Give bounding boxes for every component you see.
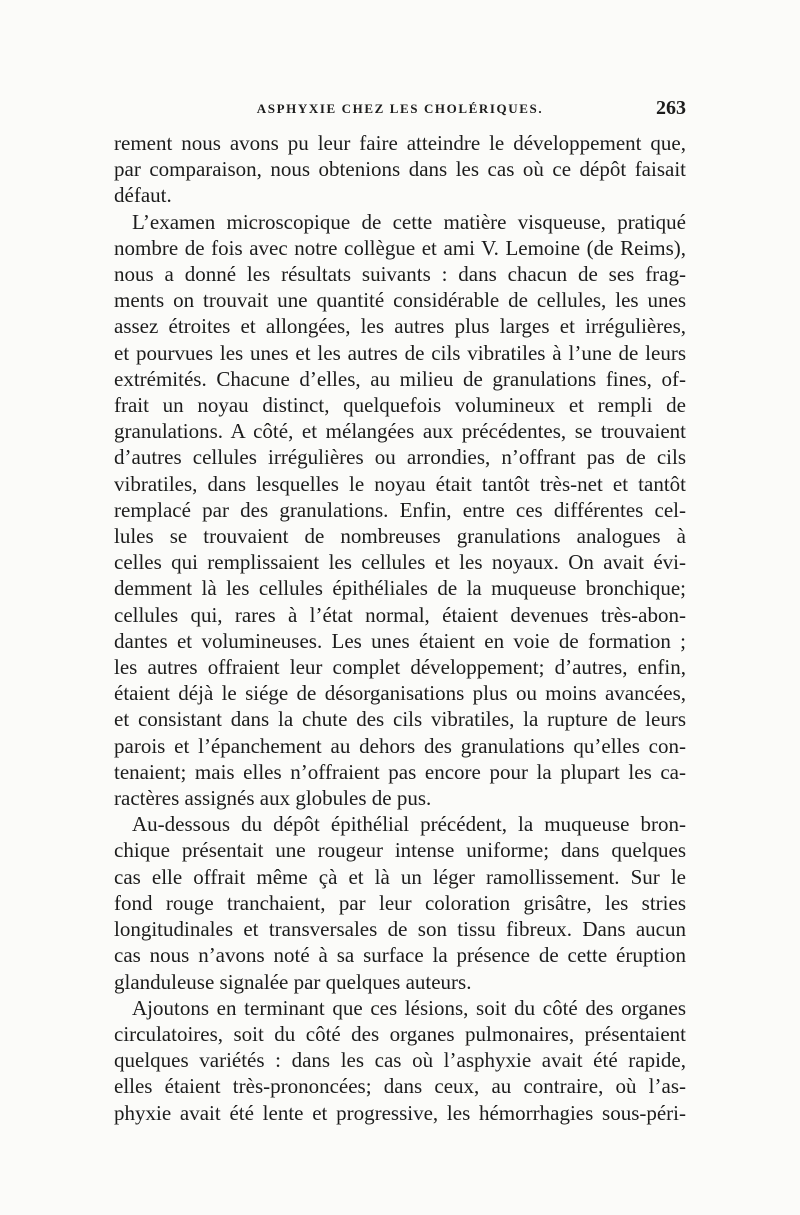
text-line: Au-dessous du dépôt épithélial précédent, la muqueuse bron-	[132, 812, 686, 837]
text-line: vibratiles, dans lesquelles le noyau était tantôt très-net et tantôt	[114, 471, 686, 496]
text-line: par comparaison, nous obtenions dans les cas où ce dépôt faisait	[114, 157, 686, 182]
text-line: parois et l’épanchement au dehors des granulations qu’elles con-	[114, 733, 686, 758]
text-line: tenaient; mais elles n’offraient pas encore pour la plupart les ca-	[114, 759, 686, 784]
text-line: granulations. A côté, et mélangées aux précédentes, se trouvaient	[114, 419, 686, 444]
paragraph-1	[114, 130, 686, 209]
text-line: défaut.	[114, 183, 172, 208]
page-header	[114, 97, 686, 123]
text-line: et pourvues les unes et les autres de cils vibratiles à l’une de leurs	[114, 340, 686, 365]
text-line: nombre de fois avec notre collègue et ami V. Lemoine (de Reims),	[114, 235, 686, 260]
text-line: dantes et volumineuses. Les unes étaient en voie de formation ;	[114, 628, 686, 653]
text-line: cas elle offrait même çà et là un léger ramollissement. Sur le	[114, 864, 686, 889]
text-line: L’examen microscopique de cette matière visqueuse, pratiqué	[132, 209, 686, 234]
text-line: Ajoutons en terminant que ces lésions, soit du côté des organes	[132, 995, 686, 1020]
text-line: remplacé par des granulations. Enfin, entre ces différentes cel-	[114, 497, 686, 522]
text-line: circulatoires, soit du côté des organes pulmonaires, présentaient	[114, 1021, 686, 1046]
text-line: cas nous n’avons noté à sa surface la présence de cette éruption	[114, 943, 686, 968]
text-line: lules se trouvaient de nombreuses granulations analogues à	[114, 524, 686, 549]
text-line: glanduleuse signalée par quelques auteurs.	[114, 969, 472, 994]
text-line: fond rouge tranchaient, par leur coloration grisâtre, les stries	[114, 890, 686, 915]
text-line: ractères assignés aux globules de pus.	[114, 786, 432, 811]
text-line: d’autres cellules irrégulières ou arrondies, n’offrant pas de cils	[114, 445, 686, 470]
text-line: frait un noyau distinct, quelquefois volumineux et rempli de	[114, 393, 686, 418]
text-line: les autres offraient leur complet développement; d’autres, enfin,	[114, 655, 686, 680]
body-text	[114, 130, 686, 1126]
page-number: 263	[656, 97, 686, 119]
paragraph-3	[114, 811, 686, 994]
running-head: ASPHYXIE CHEZ LES CHOLÉRIQUES.	[256, 101, 544, 116]
text-line: nous a donné les résultats suivants : dans chacun de ses frag-	[114, 262, 686, 287]
text-line: et consistant dans la chute des cils vibratiles, la rupture de leurs	[114, 707, 686, 732]
text-line: assez étroites et allongées, les autres plus larges et irrégulières,	[114, 314, 686, 339]
text-line: phyxie avait été lente et progressive, les hémorrhagies sous-péri-	[114, 1100, 686, 1125]
text-line: quelques variétés : dans les cas où l’asphyxie avait été rapide,	[114, 1048, 686, 1073]
text-line: rement nous avons pu leur faire atteindre le développement que,	[114, 131, 686, 155]
text-line: elles étaient très-prononcées; dans ceux, au contraire, où l’as-	[114, 1074, 686, 1099]
text-line: longitudinales et transversales de son tissu fibreux. Dans aucun	[114, 917, 686, 942]
paragraph-4	[114, 995, 686, 1126]
text-line: celles qui remplissaient les cellules et les noyaux. On avait évi-	[114, 550, 686, 575]
paragraph-2	[114, 209, 686, 812]
text-line: extrémités. Chacune d’elles, au milieu de granulations fines, of-	[114, 366, 686, 391]
text-line: chique présentait une rougeur intense uniforme; dans quelques	[114, 838, 686, 863]
text-line: demment là les cellules épithéliales de la muqueuse bronchique;	[114, 576, 686, 601]
text-line: étaient déjà le siége de désorganisations plus ou moins avancées,	[114, 681, 686, 706]
text-line: ments on trouvait une quantité considérable de cellules, les unes	[114, 288, 686, 313]
text-line: cellules qui, rares à l’état normal, étaient devenues très-abon-	[114, 602, 686, 627]
